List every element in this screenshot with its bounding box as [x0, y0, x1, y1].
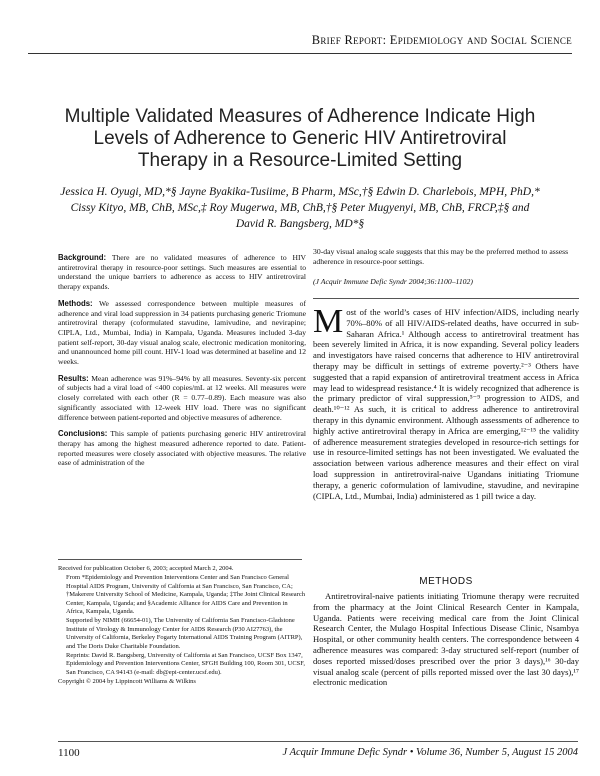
copyright-note: Copyright © 2004 by Lippincott Williams & Wilkins: [58, 678, 196, 686]
abstract-citation: (J Acquir Immune Defic Syndr 2004;36:1100–1102): [313, 277, 473, 286]
background-label: Background:: [58, 253, 107, 262]
abstract: [58, 253, 306, 475]
header-rule: [28, 53, 572, 54]
journal-footer: J Acquir Immune Defic Syndr • Volume 36, Number 5, August 15 2004: [282, 747, 578, 758]
reprints-note: Reprints: David R. Bangsberg, University of California at San Francisco, UCSF Box 1347, Epidemiology and Prevention Interventions Center, SFGH Building 100, Room 301, UCSF, San Francisco, CA 94143 (e-mail: db@epi-center.ucsf.edu).: [66, 652, 305, 676]
abstract-continued: 30-day visual analog scale suggests that this may be the preferred method to assess adherence in resource-poor settings.: [313, 247, 569, 266]
methods-text: We assessed correspondence between multiple measures of adherence and viral load suppression in 34 patients purchasing generic Triomune antiretroviral therapy (coformulated stavudine, lamivudine, and nevirapine; CIPLA, Ltd., Mumbai, India) in Kampala, Uganda. Measures included 3-day patient self-report, 30-day visual analog scale, electronic medication monitoring, and unannounced home pill count. HIV-1 load was determined at baseline and 12 weeks.: [58, 298, 306, 367]
conclusions-label: Conclusions:: [58, 429, 108, 439]
conclusions-text: This sample of patients purchasing generic HIV antiretroviral therapy has among the highest measured adherence reported to date. Patient-reported measures were closely associated with objective measures. The relative ease of administration of the: [58, 429, 307, 468]
affiliations-note: From *Epidemiology and Prevention Interventions Center and San Francisco General Hospital AIDS Program, University of California at San Francisco, San Francisco, CA; †Makerere University School of Medicine, Kampala, Uganda; ‡The Joint Clinical Research Center, Kampala, Uganda; and §Academic Alliance for AIDS Care and Prevention in Africa, Kampala, Uganda.: [66, 574, 305, 616]
author-line: Jessica H. Oyugi, MD,*§ Jayne Byakika-Tusiime, B Pharm, MSc,†§ Edwin D. Charlebois, MPH, PhD,*: [60, 186, 540, 198]
page-number: 1100: [58, 747, 80, 759]
results-label: Results:: [58, 373, 89, 383]
drop-cap: M: [313, 303, 344, 340]
section-header: [312, 33, 572, 48]
footer-rule: [58, 741, 578, 742]
section-header-text: Brief Report: Epidemiology and Social Science: [311, 33, 572, 47]
methods-label: Methods:: [58, 298, 93, 308]
introduction: [313, 303, 579, 501]
article-notes: [58, 565, 306, 688]
results-text: Mean adherence was 91%–94% by all measures. Seventy-six percent of subjects had a viral load of <400 copies/mL at 12 weeks. All measures were closely correlated with each other (R = 0.77–0.89). Each measure was also significantly associated with 12-week HIV load. There was no significant difference between patient-reported and objective measures of adherence.: [58, 373, 306, 422]
article-title: Multiple Validated Measures of Adherence Indicate High Levels of Adherence to Generic HIV Antiretroviral Therapy in a Resource-Limited Setting: [64, 106, 536, 171]
author-line: David R. Bangsberg, MD*§: [235, 218, 365, 230]
introduction-text: ost of the world’s cases of HIV infection/AIDS, including nearly 70%–80% of all HIV/AIDS-related deaths, have occurred in sub-Saharan Africa.¹ Although access to antiretroviral treatment has been severely limited in Africa, it is now expanding. Several policy leaders and investigators have raised concerns that adherence to HIV antiretroviral therapy may be difficult in settings of extreme poverty.²⁻³ Others have suggested that a rapid expansion of antiretroviral treatment access in Africa may lead to widespread resistance.⁴ It is widely recognized that adherence is the primary predictor of viral suppression,⁵⁻⁹ progression to AIDS, and death.¹⁰⁻¹² As such, it is critical to address adherence to antiretroviral therapy in this dynamic environment. Although assessments of adherence to highly active antiretroviral therapy in Africa are emerging,¹²⁻¹⁵ the validity of adherence measurement strategies developed in resource-rich settings for use in resource-limited settings has not been investigated. We evaluated the association between various adherence measures and their effect on viral load suppression in antiretroviral-naive Ugandans initiating Triomune therapy, a generic coformulation of lamivudine, stavudine, and nevirapine (CIPLA, Ltd., Mumbai, India) administered as 1 pill twice a day.: [313, 307, 579, 501]
methods-section: [313, 591, 579, 688]
methods-body-text: Antiretroviral-naive patients initiating Triomune therapy were recruited from the pharmacy at the Joint Clinical Research Center in Kampala, Uganda. Patients were receiving medical care from the Joint Clinical Research Center, the Mulago Hospital Infectious Disease Clinic, Nsambya Hospital, or other community health centers. The correspondence between 4 adherence measures was compared: 3-day structured self-report (number of doses reported missed/doses prescribed over the prior 3 days),¹⁶ 30-day visual analog scale (percent of pills reported missed over the last 30 days),¹⁷ electronic medication: [313, 591, 579, 688]
author-line: Cissy Kityo, MB, ChB, MSc,‡ Roy Mugerwa, MB, ChB,†§ Peter Mugyenyi, MB, ChB, FRCP,‡§ and: [70, 202, 530, 214]
abstract-background: [58, 253, 306, 292]
abstract-methods: [58, 299, 306, 367]
background-text: There are no validated measures of adherence to HIV antiretroviral therapy in resource-poor settings. Such measures are essential to understand the unique barriers to adherence as access to HIV antiretroviral therapy expands.: [58, 253, 307, 292]
received-note: Received for publication October 6, 2003; accepted March 2, 2004.: [58, 565, 234, 572]
abstract-conclusions: [58, 429, 306, 468]
abstract-results: [58, 374, 306, 423]
abstract-rule: [58, 559, 302, 560]
methods-heading: METHODS: [419, 576, 473, 587]
author-list: [40, 184, 560, 232]
funding-note: Supported by NIMH (66654-01), The University of California San Francisco-Gladstone Institute of Virology & Immunology Center for AIDS Research (P30 AI27763), the University of California, Berkeley Fogarty International AIDS Training Program (AITRP), and The Doris Duke Charitable Foundation.: [66, 617, 303, 650]
citation-rule: [313, 298, 579, 299]
